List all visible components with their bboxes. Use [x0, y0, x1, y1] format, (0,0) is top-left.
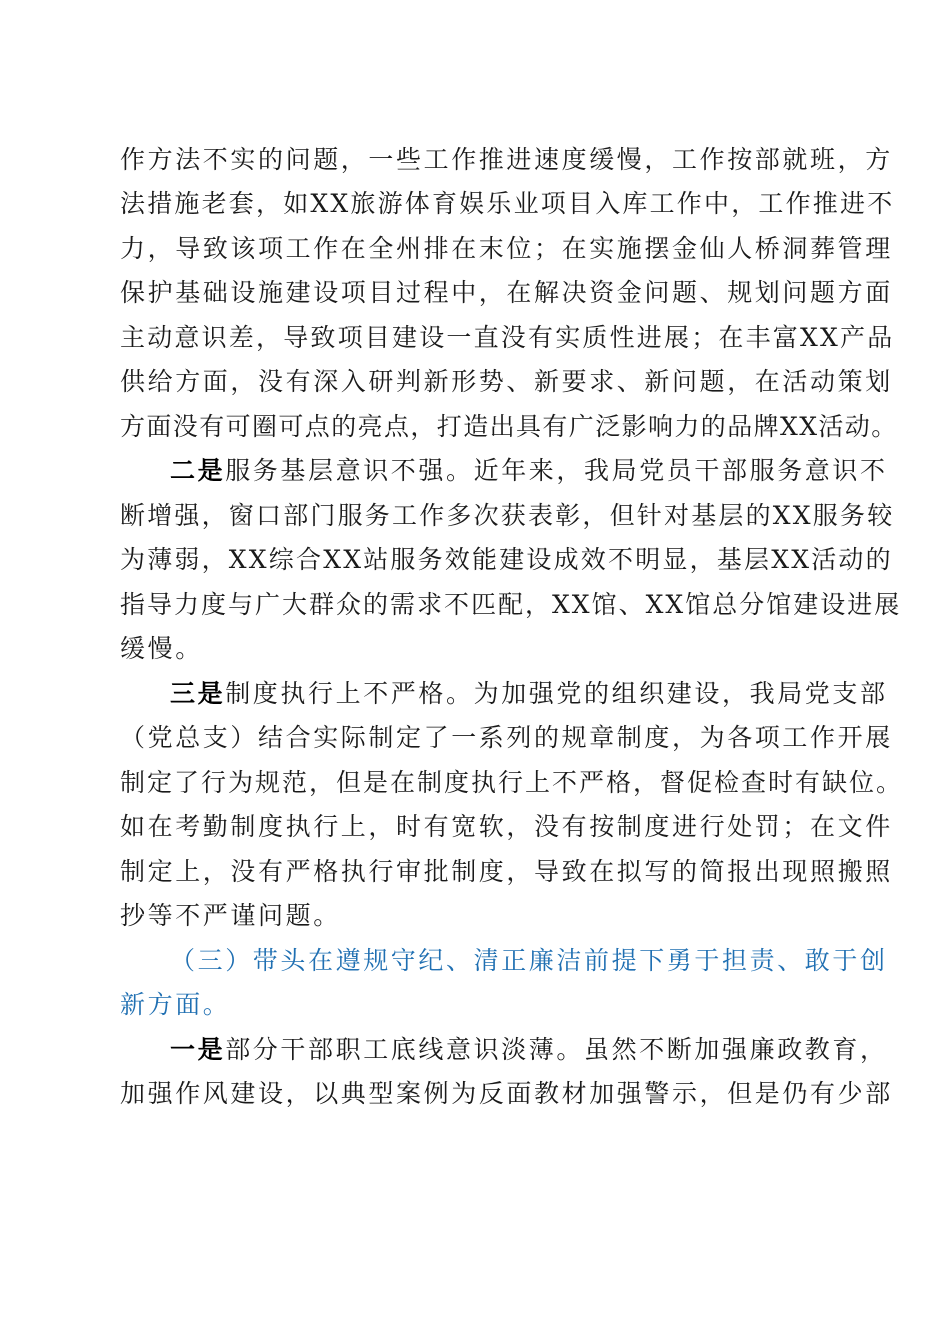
text-line — [170, 674, 888, 714]
text-line: （党总支）结合实际制定了一系列的规章制度，为各项工作开展 — [120, 723, 893, 752]
paragraph-lead: 三是 — [170, 679, 226, 708]
text-line: 如在考勤制度执行上，时有宽软，没有按制度进行处罚；在文件 — [120, 812, 893, 841]
section-heading-line: 新方面。 — [120, 990, 231, 1019]
text-line: 缓慢。 — [120, 634, 203, 663]
text-line: 法措施老套，如XX旅游体育娱乐业项目入库工作中，工作推进不 — [120, 189, 895, 218]
text-line — [170, 1030, 888, 1070]
text-line: 方面没有可圈可点的亮点，打造出具有广泛影响力的品牌XX活动。 — [120, 412, 898, 441]
text-line: 保护基础设施建设项目过程中，在解决资金问题、规划问题方面 — [120, 278, 893, 307]
text-line: 供给方面，没有深入研判新形势、新要求、新问题，在活动策划 — [120, 367, 893, 396]
text-line: 作方法不实的问题，一些工作推进速度缓慢，工作按部就班，方 — [120, 145, 893, 174]
paragraph-text: 制度执行上不严格。为加强党的组织建设，我局党支部 — [225, 679, 888, 708]
text-line: 为薄弱，XX综合XX站服务效能建设成效不明显，基层XX活动的 — [120, 545, 893, 574]
text-line: 加强作风建设，以典型案例为反面教材加强警示，但是仍有少部 — [120, 1079, 893, 1108]
text-line — [170, 451, 888, 491]
text-line: 指导力度与广大群众的需求不匹配，XX馆、XX馆总分馆建设进展 — [120, 590, 902, 619]
text-line: 主动意识差，导致项目建设一直没有实质性进展；在丰富XX产品 — [120, 323, 895, 352]
text-line: 抄等不严谨问题。 — [120, 901, 341, 930]
text-line: 力，导致该项工作在全州排在末位；在实施摆金仙人桥洞葬管理 — [120, 234, 893, 263]
paragraph-text: 部分干部职工底线意识淡薄。虽然不断加强廉政教育， — [225, 1035, 888, 1064]
text-line: 断增强，窗口部门服务工作多次获表彰，但针对基层的XX服务较 — [120, 501, 895, 530]
paragraph-lead: 二是 — [170, 456, 226, 485]
paragraph-lead: 一是 — [170, 1035, 226, 1064]
section-heading-line: （三）带头在遵规守纪、清正廉洁前提下勇于担责、敢于创 — [170, 946, 888, 975]
paragraph-text: 服务基层意识不强。近年来，我局党员干部服务意识不 — [225, 456, 888, 485]
text-line: 制定上，没有严格执行审批制度，导致在拟写的简报出现照搬照 — [120, 857, 893, 886]
text-line: 制定了行为规范，但是在制度执行上不严格，督促检查时有缺位。 — [120, 768, 904, 797]
